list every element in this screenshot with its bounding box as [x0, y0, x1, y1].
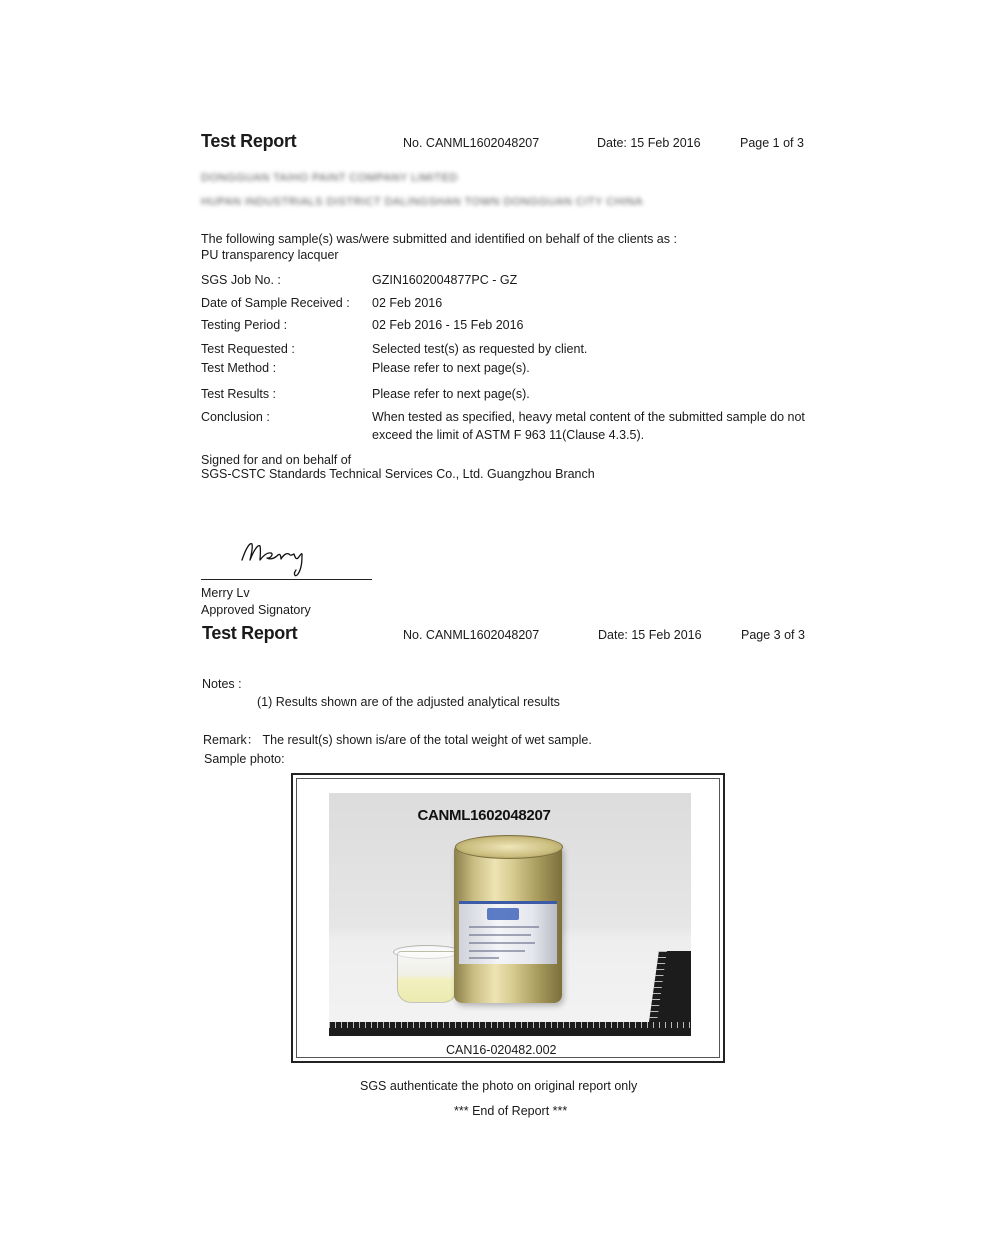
field-value-date-received: 02 Feb 2016 — [372, 296, 443, 310]
photo-caption: CAN16-020482.002 — [446, 1043, 557, 1057]
photo-report-code: CANML1602048207 — [417, 807, 551, 824]
page3-page-number: Page 3 of 3 — [741, 628, 805, 642]
field-label-conclusion: Conclusion : — [201, 410, 270, 424]
can-label-brand-mark — [487, 908, 519, 920]
field-label-job-no: SGS Job No. : — [201, 273, 281, 287]
signature-line — [201, 579, 372, 580]
intro-text: The following sample(s) was/were submitted and identified on behalf of the clients as : — [201, 232, 677, 246]
sample-name: PU transparency lacquer — [201, 248, 339, 262]
signed-for-text: Signed for and on behalf of — [201, 453, 352, 467]
paint-can-lid — [455, 835, 563, 859]
page3-report-title: Test Report — [202, 623, 298, 643]
signatory-title: Approved Signatory — [201, 603, 311, 617]
field-value-test-method: Please refer to next page(s). — [372, 361, 530, 375]
sample-photo — [329, 793, 691, 1036]
signatory-name: Merry Lv — [201, 586, 250, 600]
field-label-test-results: Test Results : — [201, 387, 277, 401]
field-value-job-no: GZIN1602004877PC - GZ — [372, 273, 518, 287]
field-label-test-method: Test Method : — [201, 361, 277, 375]
can-label-text-line — [469, 926, 539, 928]
field-value-conclusion: When tested as specified, heavy metal content of the submitted sample do not — [372, 410, 805, 424]
paint-can-label — [459, 901, 557, 964]
sample-cup — [397, 951, 457, 1003]
page1-report-number: No. CANML1602048207 — [403, 136, 540, 150]
page3-report-date: Date: 15 Feb 2016 — [598, 628, 702, 642]
field-label-date-received: Date of Sample Received : — [201, 296, 350, 310]
can-label-text-line — [469, 942, 535, 944]
client-address-redacted: HUPAN INDUSTRIALS DISTRICT DALINGSHAN TOWN DONGGUAN CITY CHINA — [201, 196, 643, 208]
measuring-ruler-horizontal — [329, 1022, 691, 1036]
field-value-test-results: Please refer to next page(s). — [372, 387, 530, 401]
signature-image — [240, 538, 320, 580]
company-name: SGS-CSTC Standards Technical Services Co., Ltd. Guangzhou Branch — [201, 467, 595, 481]
sample-photo-label: Sample photo: — [204, 752, 285, 766]
client-name-redacted: DONGGUAN TAIHO PAINT COMPANY LIMITED — [201, 172, 458, 184]
can-label-text-line — [469, 934, 531, 936]
ruler-ticks — [329, 1022, 691, 1028]
can-label-text-line — [469, 957, 499, 959]
page1-report-date: Date: 15 Feb 2016 — [597, 136, 701, 150]
page1-report-title: Test Report — [201, 131, 297, 151]
remark-text: Remark： The result(s) shown is/are of the total weight of wet sample. — [203, 733, 592, 747]
end-of-report: *** End of Report *** — [454, 1104, 568, 1118]
field-value-testing-period: 02 Feb 2016 - 15 Feb 2016 — [372, 318, 524, 332]
authenticate-note: SGS authenticate the photo on original report only — [360, 1079, 638, 1093]
field-value-conclusion-line2: exceed the limit of ASTM F 963 11(Clause 4.3.5). — [372, 428, 645, 442]
note-1: (1) Results shown are of the adjusted analytical results — [257, 695, 560, 709]
notes-label: Notes : — [202, 677, 242, 691]
can-label-text-line — [469, 950, 525, 952]
page3-report-number: No. CANML1602048207 — [403, 628, 540, 642]
page1-page-number: Page 1 of 3 — [740, 136, 804, 150]
field-value-test-requested: Selected test(s) as requested by client. — [372, 342, 588, 356]
field-label-testing-period: Testing Period : — [201, 318, 288, 332]
field-label-test-requested: Test Requested : — [201, 342, 295, 356]
